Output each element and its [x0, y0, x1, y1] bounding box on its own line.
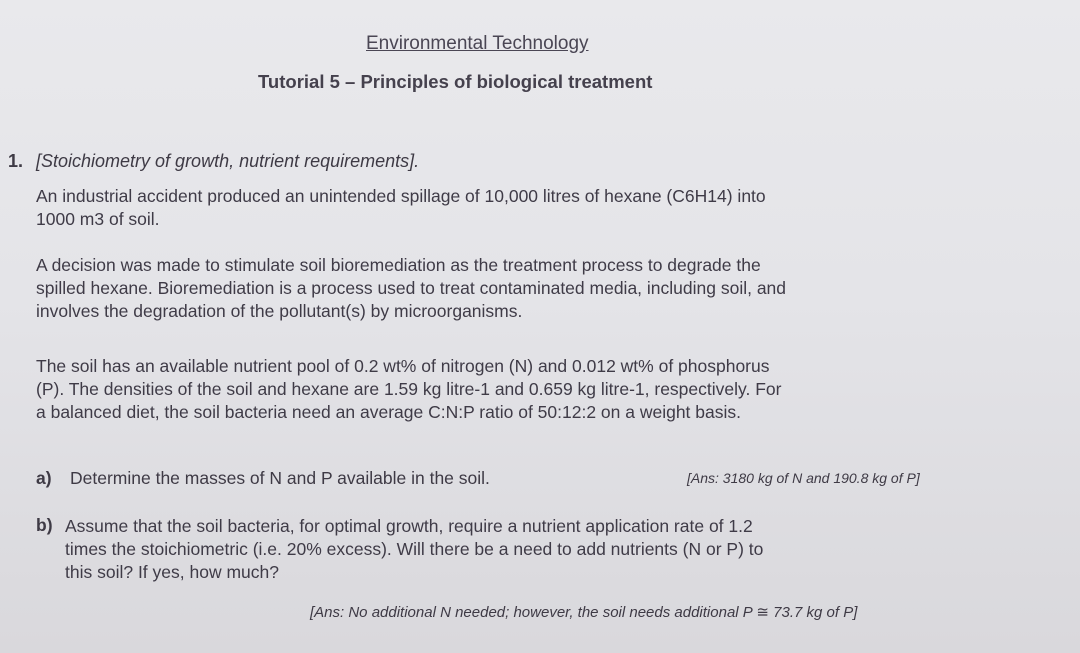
tutorial-title: Tutorial 5 – Principles of biological treatment — [258, 71, 653, 92]
question-heading: [Stoichiometry of growth, nutrient requirements]. — [36, 151, 420, 171]
paragraph-line: times the stoichiometric (i.e. 20% excess). Will there be a need to add nutrients (N or P) to — [65, 539, 764, 559]
paragraph-line: The soil has an available nutrient pool of 0.2 wt% of nitrogen (N) and 0.012 wt% of phosphorus — [36, 356, 770, 376]
part-b-text — [65, 515, 991, 584]
paragraph-line: A decision was made to stimulate soil bioremediation as the treatment process to degrade the — [36, 255, 761, 275]
paragraph-line: An industrial accident produced an unintended spillage of 10,000 litres of hexane (C6H14) into — [36, 186, 766, 206]
paragraph-line: 1000 m3 of soil. — [36, 209, 160, 229]
course-title: Environmental Technology — [366, 33, 589, 54]
paragraph-soil-nutrients — [36, 355, 991, 424]
part-b-label: b) — [36, 515, 53, 535]
paragraph-spillage — [36, 185, 991, 231]
paragraph-bioremediation — [36, 254, 991, 323]
part-a-label: a) — [36, 468, 52, 488]
question-number: 1. — [8, 151, 24, 171]
part-a-text: Determine the masses of N and P available in the soil. — [70, 468, 490, 488]
paragraph-line: spilled hexane. Bioremediation is a process used to treat contaminated media, including soil, and — [36, 278, 787, 298]
paragraph-line: (P). The densities of the soil and hexane are 1.59 kg litre-1 and 0.659 kg litre-1, respectively. For — [36, 379, 782, 399]
paragraph-line: this soil? If yes, how much? — [65, 562, 279, 582]
paragraph-line: Assume that the soil bacteria, for optimal growth, require a nutrient application rate of 1.2 — [65, 516, 753, 536]
paragraph-line: involves the degradation of the pollutant(s) by microorganisms. — [36, 301, 523, 321]
part-b-answer: [Ans: No additional N needed; however, the soil needs additional P ≅ 73.7 kg of P] — [310, 604, 858, 621]
paragraph-line: a balanced diet, the soil bacteria need an average C:N:P ratio of 50:12:2 on a weight basis. — [36, 402, 741, 422]
part-a-answer: [Ans: 3180 kg of N and 190.8 kg of P] — [687, 470, 920, 486]
